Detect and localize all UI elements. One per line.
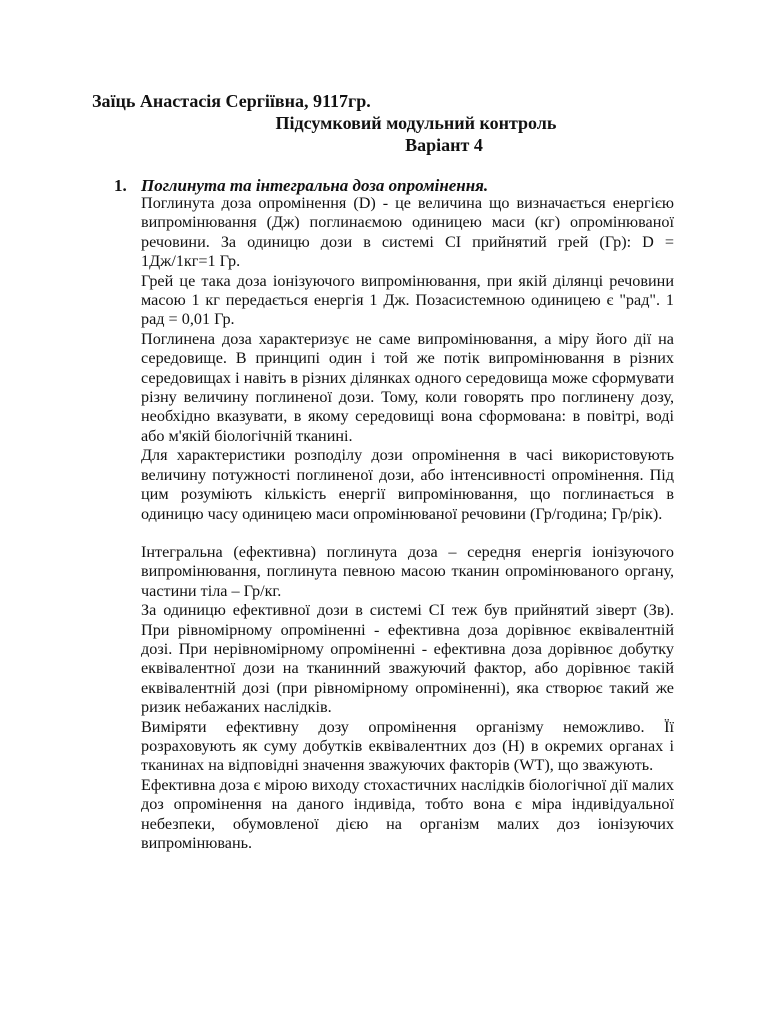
- section-number: 1.: [114, 176, 127, 195]
- paragraph: Виміряти ефективну дозу опромінення організму неможливо. Її розраховують як суму добутків еквівалентних доз (Н) в окремих органах і тканинах на відповідні значення зважуючих факторів (WT), що зважують.: [141, 717, 674, 775]
- paragraph: Для характеристики розподілу дози опромінення в часі використовують величину потужності поглиненої дози, або інтенсивності опромінення. Під цим розуміють кількість енергії випромінювання, що поглинається в одиницю часу одиницею маси опромінюваної речовини (Гр/година; Гр/рік).: [141, 446, 674, 523]
- paragraph: Поглинена доза характеризує не саме випромінювання, а міру його дії на середовище. В принципі один і той же потік випромінювання в різних середовищах і навіть в різних ділянках одного середовища може сформувати різну величину поглиненої дози. Тому, коли говорять про поглинену дозу, необхідно вказувати, в якому середовищі вона сформована: в повітрі, воді або м'якій біологічній тканині.: [141, 329, 674, 445]
- section-body: [141, 194, 674, 853]
- variant-label: Варіант 4: [405, 135, 483, 155]
- document-title: Підсумковий модульний контроль: [275, 113, 557, 133]
- section-title: Поглинута та інтегральна доза опромінення.: [141, 176, 489, 195]
- paragraph: Грей це така доза іонізуючого випромінювання, при якій ділянці речовини масою 1 кг передається енергія 1 Дж. Позасистемною одиницею є "рад". 1 рад = 0,01 Гр.: [141, 271, 674, 329]
- paragraph: Інтегральна (ефективна) поглинута доза – середня енергія іонізуючого випромінювання, поглинута певною масою тканин опромінюваного органу, частини тіла – Гр/кг.: [141, 542, 674, 600]
- author-line: Заїць Анастасія Сергіївна, 9117гр.: [92, 91, 371, 111]
- paragraph: За одиницю ефективної дози в системі СІ теж був прийнятий зіверт (Зв). При рівномірному опроміненні - ефективна доза дорівнює еквівалентній дозі. При нерівномірному опроміненні - ефективна доза дорівнює добутку еквівалентної дози на тканинний зважуючий фактор, або дорівнює такій еквівалентній дозі (при рівномірному опроміненні), яка створює такий же ризик небажаних наслідків.: [141, 601, 674, 717]
- paragraph: Ефективна доза є мірою виходу стохастичних наслідків біологічної дії малих доз опромінення на даного індивіда, тобто вона є міра індивідуальної небезпеки, обумовленої дією на організм малих доз іонізуючих випромінювань.: [141, 775, 674, 852]
- paragraph: Поглинута доза опромінення (D) - це величина що визначається енергією випромінювання (Дж) поглинаємою одиницею маси (кг) опромінюваної речовини. За одиницю дози в системі СІ прийнятий грей (Гр): D = 1Дж/1кг=1 Гр.: [141, 194, 674, 271]
- section-heading: [114, 176, 488, 196]
